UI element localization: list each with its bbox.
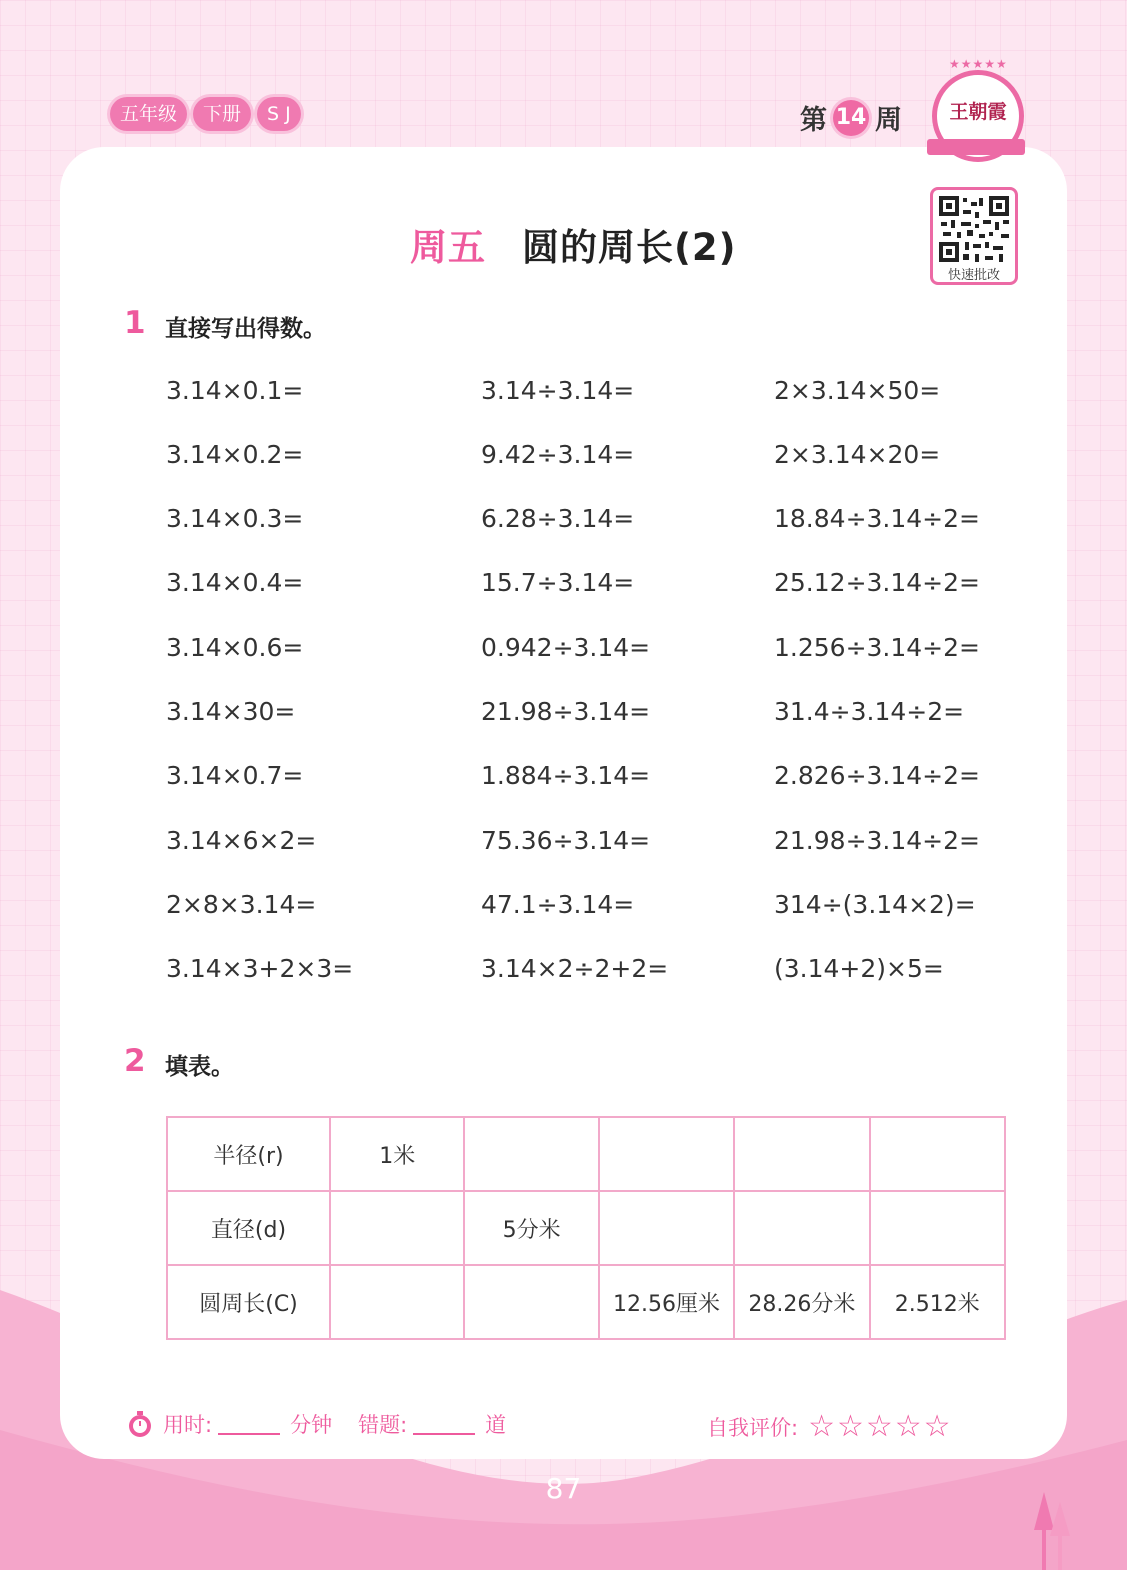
calc-item: 3.14÷3.14= bbox=[481, 376, 635, 405]
qr-label: 快速批改 bbox=[947, 268, 1000, 283]
page-number: 87 bbox=[545, 1472, 582, 1505]
calc-item: 3.14×0.3= bbox=[166, 504, 304, 533]
brand-ribbon bbox=[927, 139, 1025, 155]
table-cell: 5分米 bbox=[464, 1191, 598, 1265]
stopwatch-icon bbox=[125, 1409, 155, 1439]
calc-item: 18.84÷3.14÷2= bbox=[774, 504, 980, 533]
calc-item: 9.42÷3.14= bbox=[481, 440, 635, 469]
calc-item: 15.7÷3.14= bbox=[481, 568, 635, 597]
week-indicator bbox=[800, 98, 902, 137]
time-blank[interactable] bbox=[218, 1413, 280, 1435]
errors-unit: 道 bbox=[485, 1413, 507, 1437]
question-1-number: 1 bbox=[124, 305, 146, 341]
calc-item: 3.14×0.4= bbox=[166, 568, 304, 597]
title-topic: 圆的周长(2) bbox=[522, 226, 737, 269]
table-cell-blank[interactable] bbox=[599, 1191, 734, 1265]
table-cell: 28.26分米 bbox=[734, 1265, 869, 1339]
self-rating bbox=[707, 1409, 953, 1444]
row-header-diameter: 直径(d) bbox=[167, 1191, 330, 1265]
page-title bbox=[410, 217, 737, 271]
table-cell: 2.512米 bbox=[870, 1265, 1005, 1339]
calc-item: 3.14×6×2= bbox=[166, 826, 317, 855]
circle-fill-table bbox=[166, 1116, 1006, 1340]
calc-item: 3.14×0.2= bbox=[166, 440, 304, 469]
rating-label: 自我评价: bbox=[707, 1415, 799, 1440]
volume-tag: 下册 bbox=[193, 97, 251, 131]
table-cell: 12.56厘米 bbox=[599, 1265, 734, 1339]
calc-item: 2×8×3.14= bbox=[166, 890, 317, 919]
grade-tag: 五年级 bbox=[110, 97, 187, 131]
calc-item: 2.826÷3.14÷2= bbox=[774, 761, 980, 790]
grade-tags bbox=[110, 97, 301, 131]
table-row-diameter bbox=[167, 1191, 1005, 1265]
calc-item: 21.98÷3.14= bbox=[481, 697, 651, 726]
row-header-radius: 半径(r) bbox=[167, 1117, 330, 1191]
calc-item: 3.14×0.6= bbox=[166, 633, 304, 662]
time-unit: 分钟 bbox=[290, 1413, 333, 1437]
table-cell: 1米 bbox=[330, 1117, 464, 1191]
qr-code-icon bbox=[939, 196, 1009, 262]
table-cell-blank[interactable] bbox=[330, 1191, 464, 1265]
table-cell-blank[interactable] bbox=[599, 1117, 734, 1191]
time-label: 用时: bbox=[163, 1413, 213, 1437]
week-prefix: 第 bbox=[800, 105, 827, 136]
table-row-circumference bbox=[167, 1265, 1005, 1339]
edition-tag: S J bbox=[257, 97, 301, 131]
calc-item: 3.14×2÷2+2= bbox=[481, 954, 669, 983]
table-cell-blank[interactable] bbox=[870, 1191, 1005, 1265]
qr-code-box[interactable] bbox=[930, 187, 1018, 285]
calc-item: 25.12÷3.14÷2= bbox=[774, 568, 980, 597]
calc-item: 1.884÷3.14= bbox=[481, 761, 651, 790]
week-suffix: 周 bbox=[875, 105, 902, 136]
question-2-instruction: 填表。 bbox=[165, 1054, 234, 1080]
question-2-number: 2 bbox=[124, 1043, 146, 1079]
table-cell-blank[interactable] bbox=[734, 1191, 869, 1265]
brand-logo bbox=[932, 57, 1024, 162]
title-day: 周五 bbox=[410, 226, 486, 269]
calc-item: 3.14×3+2×3= bbox=[166, 954, 354, 983]
calc-item: 31.4÷3.14÷2= bbox=[774, 697, 965, 726]
calc-item: 3.14×0.1= bbox=[166, 376, 304, 405]
brand-name: 王朝霞 bbox=[949, 101, 1007, 123]
calc-item: 3.14×0.7= bbox=[166, 761, 304, 790]
rating-stars-icon[interactable]: ☆☆☆☆☆ bbox=[808, 1409, 953, 1444]
calc-item: 47.1÷3.14= bbox=[481, 890, 635, 919]
worksheet-card bbox=[60, 147, 1067, 1459]
table-cell-blank[interactable] bbox=[870, 1117, 1005, 1191]
table-cell-blank[interactable] bbox=[464, 1117, 598, 1191]
calc-item: 1.256÷3.14÷2= bbox=[774, 633, 980, 662]
calc-item: 21.98÷3.14÷2= bbox=[774, 826, 980, 855]
calc-item: 2×3.14×50= bbox=[774, 376, 941, 405]
calc-item: 75.36÷3.14= bbox=[481, 826, 651, 855]
calc-item: 2×3.14×20= bbox=[774, 440, 941, 469]
arrow-up-icon bbox=[1030, 1492, 1080, 1570]
errors-blank[interactable] bbox=[413, 1413, 475, 1435]
footer-bar bbox=[125, 1409, 1005, 1444]
week-number-badge: 14 bbox=[833, 100, 869, 136]
row-header-circumference: 圆周长(C) bbox=[167, 1265, 330, 1339]
table-row-radius bbox=[167, 1117, 1005, 1191]
calc-item: (3.14+2)×5= bbox=[774, 954, 944, 983]
star-icon: ★★★★★ bbox=[949, 57, 1008, 71]
table-cell-blank[interactable] bbox=[464, 1265, 598, 1339]
calc-item: 3.14×30= bbox=[166, 697, 296, 726]
table-cell-blank[interactable] bbox=[330, 1265, 464, 1339]
calc-item: 314÷(3.14×2)= bbox=[774, 890, 976, 919]
errors-label: 错题: bbox=[358, 1413, 408, 1437]
calc-item: 0.942÷3.14= bbox=[481, 633, 651, 662]
question-1-instruction: 直接写出得数。 bbox=[165, 316, 326, 342]
table-cell-blank[interactable] bbox=[734, 1117, 869, 1191]
calc-item: 6.28÷3.14= bbox=[481, 504, 635, 533]
